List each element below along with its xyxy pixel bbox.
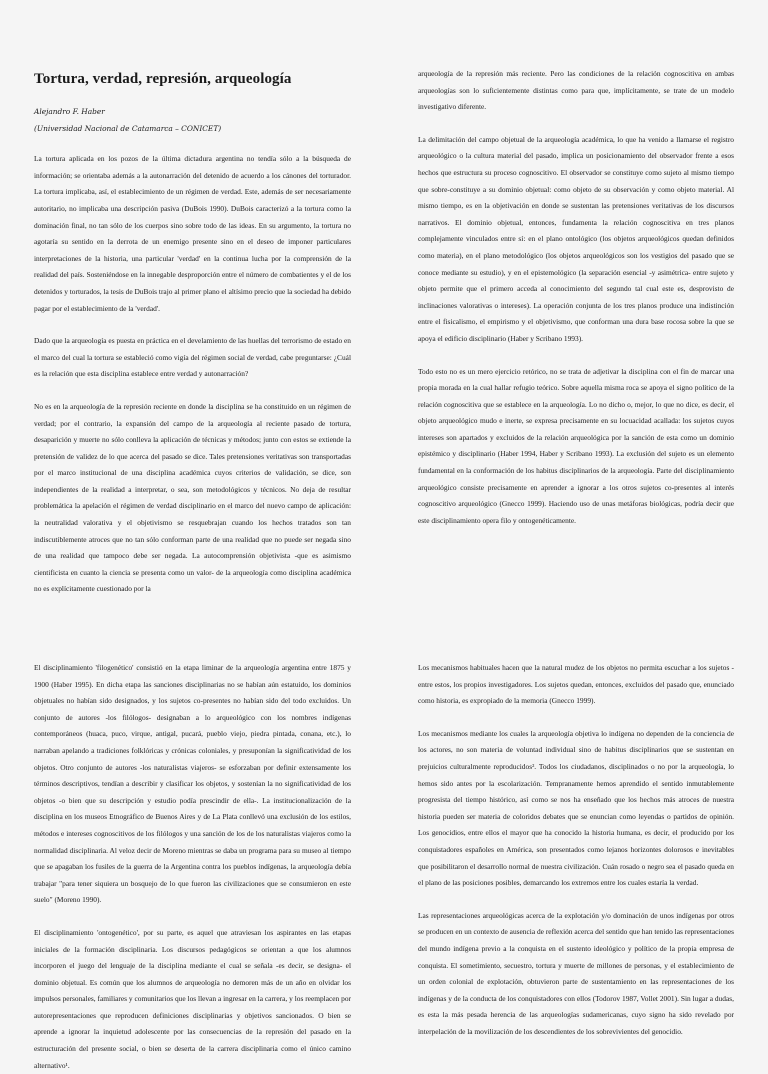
article-title: Tortura, verdad, represión, arqueología [34, 71, 292, 87]
paragraph: La delimitación del campo objetual de la arqueología académica, lo que ha venido a llamarse el registro arqueológico o la cultura material del pasado, implica un posicionamiento del observador frente a esos hechos que estructura su proceso cognoscitivo. El observador se constituye como sujeto al mismo tiempo que sobre-constituye a su dominio objetual: como objeto de su observación y como objeto material. Al mismo tiempo, es en la objetivación en donde se sustentan las pretensiones veritativas de los discursos narrativos. El dominio objetual, entonces, fundamenta la relación cognoscitiva en tres planos complejamente vinculados entre sí: en el plano ontológico (los objetos arqueológicos quedan definidos como materia), en el plano metodológico (los objetos arqueológicos son los vestigios del pasado que se conoce mediante su estudio), y en el epistemológico (la separación esencial -y asimétrica- entre sujeto y objeto permite que el primero acceda al conocimiento del segundo tal cual este es, desprovisto de inclinaciones valorativas o intereses). La operación conjunta de los tres planos produce una indistinción entre el fisicalismo, el empirismo y el objetivismo, que conforman una dura base rocosa sobre la que se apoya el edificio disciplinario (Haber y Scribano 1993). [418, 134, 734, 343]
column-top-left [34, 70, 351, 594]
paragraph: El disciplinamiento 'ontogenético', por su parte, es aquel que atraviesan los aspirantes en las etapas iniciales de la formación disciplinaria. Los discursos pedagógicos se orientan a que los alumnos incorporen el juego del lenguaje de la disciplina mediante el cual se señala -es decir, se designa- el dominio objetual. Es común que los alumnos de arqueología no demoren más de un año en olvidar los impulsos personales, familiares y comunitarios que los llevan a ingresar en la carrera, y los reemplacen por autorepresentaciones que reproducen definiciones disciplinarias y objetivos sancionados. O bien se aprende a ignorar la inquietud adolescente por las consecuencias de la represión del pasado en la estructuración del presente social, o bien se deserta de la carrera disciplinaria como el único camino alternativo¹. [34, 927, 351, 1070]
paragraph: El disciplinamiento 'filogenético' consistió en la etapa liminar de la arqueología argentina entre 1875 y 1900 (Haber 1995). En dicha etapa las sanciones disciplinarias no se habían aún estatuido, los dominios objetuales no habían sido designados, y los sujetos co-presentes no habían sido del todo excluidos. Un conjunto de autores -los filólogos- designaban a lo arqueológico con los nombres indígenas contemporáneos (huaca, puco, virque, antigal, pucará, pueblo viejo, piedra pintada, conana, etc.), lo narraban apelando a tradiciones folklóricas y crónicas coloniales, y presuponían la significatividad de los objetos. Otro conjunto de autores -los naturalistas viajeros- se esforzaban por definir extensamente los términos descriptivos, tendían a describir y clasificar los objetos, y sostenían la no significatividad de los objetos -o bien que su descripción y estudio podía prescindir de ella-. La institucionalización de la disciplina en los museos Etnográfico de Buenos Aires y de La Plata conllevó una exclusión de los estilos, métodos e intereses cognoscitivos de los filólogos y una sanción de los de los naturalistas viajeros como la normalidad disciplinaria. Al veloz decir de Moreno mientras se daba un programa para su museo al tiempo que se apagaban los fusiles de la guerra de la Argentina contra los pueblos indígenas, la arqueología debía trabajar "para tener siquiera un bosquejo de lo que fueron las civilizaciones que se consumieron en este suelo" (Moreno 1990). [34, 663, 351, 905]
paragraph: arqueología de la represión más reciente. Pero las condiciones de la relación cognoscitiva en ambas arqueologías son lo suficientemente distintas como para que, implícitamente, se trate de un modelo investigativo diferente. [418, 69, 734, 112]
column-top-right [418, 66, 734, 525]
paragraph: Los mecanismos mediante los cuales la arqueología objetiva lo indígena no dependen de la conciencia de los actores, no son materia de voluntad individual sino de habitus disciplinarios que se sustentan en prejuicios culturalmente reproducidos². Todos los ciudadanos, disciplinados o no por la arqueología, lo hemos sido antes por la escolarización. Tempranamente hemos aprendido el sentido inmutablemente progresista del tiempo histórico, así como se nos ha enseñado que los hechos más atroces de nuestra historia pueden ser materia de coloridos debates que se enuncian como leyendas o partidos de opinión. Los genocidios, entre ellos el mayor que ha conocido la historia humana, es decir, el producido por los conquistadores españoles en América, son presentados como lejanos horizontes dolorosos e inevitables que posibilitaron el desarrollo normal de nuestra civilización. Cuán rosado o negro sea el pasado queda en el plano de las posiciones posibles, demarcando los extremos entre los cuales estaría la verdad. [418, 728, 734, 888]
author-name: Alejandro F. Haber [34, 107, 105, 116]
paragraph: Las representaciones arqueológicas acerca de la explotación y/o dominación de unos indígenas por otros se producen en un contexto de ausencia de reflexión acerca del sentido que han tenido las representaciones del mundo indígena previo a la conquista en el sustento ideológico y político de la propia empresa de conquista. El sometimiento, secuestro, tortura y muerte de millones de personas, y el establecimiento de un orden colonial de explotación, obtuvieron parte de sustentamiento en las representaciones de los indígenas y de la conducta de los conquistadores con ellos (Todorov 1987, Vollet 2001). Sin lugar a dudas, es esta la más pesada herencia de las arqueologías sudamericanas, cuyo signo ha sido revelado por interpelación de la movilización de los descendientes de los sobrevivientes del genocidio. [418, 910, 734, 1036]
paragraph: La tortura aplicada en los pozos de la última dictadura argentina no tendía sólo a la búsqueda de información; se orientaba además a la autonarración del detenido de acuerdo a los cánones del torturador. La tortura implicaba, así, el establecimiento de un régimen de verdad. Este, además de ser necesariamente autoritario, no implicaba una descripción pasiva (DuBois 1990). DuBois caracterizó a la tortura como la dominación final, no tan sólo de los cuerpos sino sobre todo de las ideas. En su argumento, la tortura no agotaría su sentido en la derrota de un enemigo presente sino en el deseo de imponer particulares interpretaciones de la historia, una particular 'verdad' en la continua lucha por la comprensión de la realidad del país. Sosteniéndose en la innegable desproporción entre el número de combatientes y el de los detenidos y torturados, la tesis de DuBois trajo al primer plano el altísimo precio que la sociedad ha debido pagar por el establecimiento de la 'verdad'. [34, 154, 351, 313]
author-affiliation: (Universidad Nacional de Catamarca – CONICET) [34, 123, 222, 133]
paragraph: Todo esto no es un mero ejercicio retórico, no se trata de adjetivar la disciplina con el fin de marcar una propia morada en la cual hallar refugio teórico. Sobre aquella misma roca se apoya el signo político de la relación cognoscitiva que se establece en la arqueología. Lo no dicho o, mejor, lo que no dice, es decir, el objeto arqueológico mudo e inerte, se expresa precisamente en su locuacidad acallada: los sujetos cuyos intereses son apartados y excluidos de la relación arqueológica por la sanción de esta como un dominio epistémico y disciplinario (Haber 1994, Haber y Scribano 1993). La exclusión del sujeto es un elemento fundamental en la conformación de los habitus disciplinarios de la arqueología. Parte del disciplinamiento arqueológico consiste precisamente en aprender a ignorar a los otros sujetos co-presentes al interés cognoscitivo arqueológico (Gnecco 1999). Haciendo uso de unas metáforas biológicas, podría decir que este disciplinamiento opera filo y ontogenéticamente. [418, 366, 734, 525]
column-bottom-right [418, 660, 734, 1036]
paragraph: Dado que la arqueología es puesta en práctica en el develamiento de las huellas del terrorismo de estado en el marco del cual la tortura se estableció como vigía del régimen social de verdad, cabe preguntarse: ¿Cuál es la relación que esta disciplina establece entre verdad y autonarración? [34, 336, 351, 379]
column-bottom-left [34, 660, 351, 1070]
paragraph: Los mecanismos habituales hacen que la natural mudez de los objetos no permita escuchar a los sujetos -entre estos, los propios investigadores. Los sujetos quedan, entonces, excluidos del pasado que, enunciado como historia, es expropiado de la memoria (Gnecco 1999). [418, 663, 734, 706]
paragraph: No es en la arqueología de la represión reciente en donde la disciplina se ha constituido en un régimen de verdad; por el contrario, la expansión del campo de la arqueología al reciente pasado de tortura, desaparición y muerte no sólo conlleva la aplicación de técnicas y métodos; junto con estos se extiende la pretensión de validez de lo que acerca del pasado se dice. Tales pretensiones veritativas son transportadas por el marco institucional de una disciplina académica cuyos criterios de validación, se dice, son independientes de la realidad a interpretar, o sea, son metodológicos y técnicos. No deja de resultar problemática la apelación el régimen de verdad disciplinario en el marco del nuevo campo de aplicación: la neutralidad valorativa y el objetivismo se resquebrajan cuando los hechos tratados son tan indiscutiblemente atroces que no tan sólo conforman parte de una realidad que no puede ser negada sino de una realidad que tampoco debe ser negada. La autocomprensión objetivista -que es asimismo cientificista en cuanto la ciencia se presenta como un valor- de la arqueología como disciplina académica no es explícitamente cuestionado por la [34, 401, 351, 594]
